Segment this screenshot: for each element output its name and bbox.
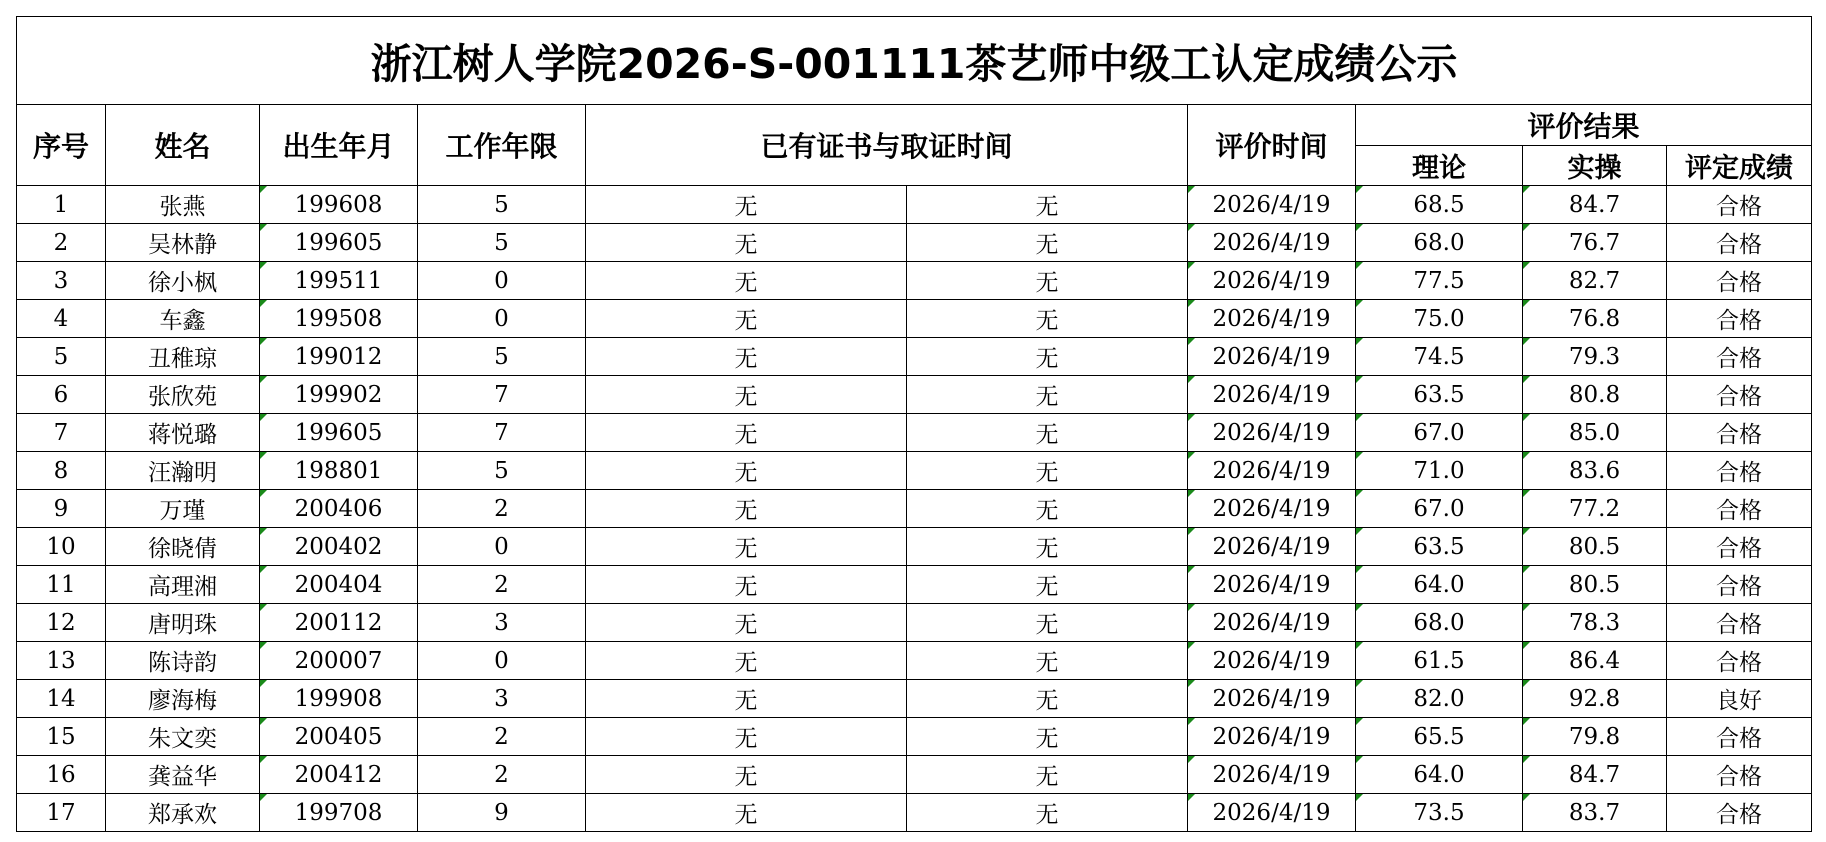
cell-seq: 9 bbox=[17, 490, 106, 528]
cell-name: 车鑫 bbox=[106, 300, 260, 338]
cell-grade: 合格 bbox=[1667, 338, 1812, 376]
cell-practice: 80.8 bbox=[1523, 376, 1667, 414]
cell-grade: 合格 bbox=[1667, 490, 1812, 528]
cell-theory: 64.0 bbox=[1356, 756, 1523, 794]
cell-name: 汪瀚明 bbox=[106, 452, 260, 490]
cell-certificate-time: 无 bbox=[907, 338, 1188, 376]
cell-certificate: 无 bbox=[586, 224, 907, 262]
cell-birth: 200404 bbox=[260, 566, 418, 604]
table-row bbox=[17, 224, 1812, 262]
header-work-years: 工作年限 bbox=[418, 105, 586, 186]
header-name: 姓名 bbox=[106, 105, 260, 186]
cell-birth: 199012 bbox=[260, 338, 418, 376]
cell-certificate: 无 bbox=[586, 566, 907, 604]
cell-birth: 199508 bbox=[260, 300, 418, 338]
cell-work-years: 7 bbox=[418, 414, 586, 452]
cell-theory: 75.0 bbox=[1356, 300, 1523, 338]
cell-certificate-time: 无 bbox=[907, 566, 1188, 604]
cell-eval-date: 2026/4/19 bbox=[1188, 376, 1356, 414]
cell-grade: 合格 bbox=[1667, 262, 1812, 300]
cell-name: 徐小枫 bbox=[106, 262, 260, 300]
cell-seq: 6 bbox=[17, 376, 106, 414]
cell-practice: 92.8 bbox=[1523, 680, 1667, 718]
cell-certificate: 无 bbox=[586, 642, 907, 680]
cell-theory: 67.0 bbox=[1356, 414, 1523, 452]
cell-name: 徐晓倩 bbox=[106, 528, 260, 566]
cell-eval-date: 2026/4/19 bbox=[1188, 300, 1356, 338]
cell-seq: 2 bbox=[17, 224, 106, 262]
results-table bbox=[16, 16, 1812, 832]
cell-practice: 76.8 bbox=[1523, 300, 1667, 338]
cell-certificate-time: 无 bbox=[907, 528, 1188, 566]
table-row bbox=[17, 756, 1812, 794]
cell-seq: 5 bbox=[17, 338, 106, 376]
cell-birth: 199605 bbox=[260, 224, 418, 262]
cell-name: 龚益华 bbox=[106, 756, 260, 794]
cell-work-years: 3 bbox=[418, 604, 586, 642]
cell-certificate-time: 无 bbox=[907, 262, 1188, 300]
cell-seq: 16 bbox=[17, 756, 106, 794]
cell-birth: 200412 bbox=[260, 756, 418, 794]
cell-theory: 68.5 bbox=[1356, 186, 1523, 224]
cell-theory: 74.5 bbox=[1356, 338, 1523, 376]
cell-birth: 199608 bbox=[260, 186, 418, 224]
cell-certificate: 无 bbox=[586, 414, 907, 452]
cell-birth: 200112 bbox=[260, 604, 418, 642]
cell-eval-date: 2026/4/19 bbox=[1188, 414, 1356, 452]
cell-grade: 合格 bbox=[1667, 224, 1812, 262]
cell-certificate: 无 bbox=[586, 262, 907, 300]
cell-work-years: 2 bbox=[418, 756, 586, 794]
cell-certificate: 无 bbox=[586, 490, 907, 528]
cell-work-years: 7 bbox=[418, 376, 586, 414]
cell-eval-date: 2026/4/19 bbox=[1188, 566, 1356, 604]
cell-grade: 合格 bbox=[1667, 414, 1812, 452]
cell-eval-date: 2026/4/19 bbox=[1188, 452, 1356, 490]
cell-practice: 85.0 bbox=[1523, 414, 1667, 452]
cell-certificate: 无 bbox=[586, 794, 907, 832]
cell-eval-date: 2026/4/19 bbox=[1188, 528, 1356, 566]
cell-work-years: 0 bbox=[418, 642, 586, 680]
cell-grade: 合格 bbox=[1667, 718, 1812, 756]
cell-practice: 84.7 bbox=[1523, 756, 1667, 794]
cell-practice: 80.5 bbox=[1523, 528, 1667, 566]
header-birth: 出生年月 bbox=[260, 105, 418, 186]
cell-eval-date: 2026/4/19 bbox=[1188, 338, 1356, 376]
cell-certificate-time: 无 bbox=[907, 414, 1188, 452]
cell-birth: 199605 bbox=[260, 414, 418, 452]
cell-name: 陈诗韵 bbox=[106, 642, 260, 680]
cell-practice: 82.7 bbox=[1523, 262, 1667, 300]
cell-certificate-time: 无 bbox=[907, 452, 1188, 490]
cell-theory: 82.0 bbox=[1356, 680, 1523, 718]
cell-birth: 200007 bbox=[260, 642, 418, 680]
cell-birth: 200402 bbox=[260, 528, 418, 566]
cell-seq: 17 bbox=[17, 794, 106, 832]
cell-birth: 200405 bbox=[260, 718, 418, 756]
cell-theory: 63.5 bbox=[1356, 528, 1523, 566]
cell-work-years: 2 bbox=[418, 490, 586, 528]
cell-grade: 合格 bbox=[1667, 528, 1812, 566]
cell-eval-date: 2026/4/19 bbox=[1188, 718, 1356, 756]
cell-name: 朱文奕 bbox=[106, 718, 260, 756]
table-row bbox=[17, 642, 1812, 680]
cell-birth: 199708 bbox=[260, 794, 418, 832]
cell-grade: 合格 bbox=[1667, 642, 1812, 680]
cell-practice: 77.2 bbox=[1523, 490, 1667, 528]
cell-certificate-time: 无 bbox=[907, 300, 1188, 338]
table-row bbox=[17, 338, 1812, 376]
table-row bbox=[17, 680, 1812, 718]
cell-practice: 84.7 bbox=[1523, 186, 1667, 224]
cell-work-years: 5 bbox=[418, 186, 586, 224]
cell-practice: 79.8 bbox=[1523, 718, 1667, 756]
cell-work-years: 5 bbox=[418, 452, 586, 490]
cell-eval-date: 2026/4/19 bbox=[1188, 756, 1356, 794]
cell-seq: 11 bbox=[17, 566, 106, 604]
cell-work-years: 0 bbox=[418, 528, 586, 566]
header-certificate: 已有证书与取证时间 bbox=[586, 105, 1188, 186]
cell-practice: 83.7 bbox=[1523, 794, 1667, 832]
cell-eval-date: 2026/4/19 bbox=[1188, 186, 1356, 224]
cell-certificate: 无 bbox=[586, 338, 907, 376]
cell-certificate-time: 无 bbox=[907, 718, 1188, 756]
cell-theory: 61.5 bbox=[1356, 642, 1523, 680]
cell-eval-date: 2026/4/19 bbox=[1188, 642, 1356, 680]
cell-practice: 83.6 bbox=[1523, 452, 1667, 490]
cell-theory: 65.5 bbox=[1356, 718, 1523, 756]
cell-practice: 80.5 bbox=[1523, 566, 1667, 604]
header-seq: 序号 bbox=[17, 105, 106, 186]
cell-name: 唐明珠 bbox=[106, 604, 260, 642]
cell-name: 高理湘 bbox=[106, 566, 260, 604]
cell-work-years: 2 bbox=[418, 566, 586, 604]
cell-certificate-time: 无 bbox=[907, 756, 1188, 794]
cell-certificate: 无 bbox=[586, 680, 907, 718]
cell-certificate-time: 无 bbox=[907, 490, 1188, 528]
cell-seq: 13 bbox=[17, 642, 106, 680]
cell-seq: 14 bbox=[17, 680, 106, 718]
cell-eval-date: 2026/4/19 bbox=[1188, 794, 1356, 832]
cell-certificate: 无 bbox=[586, 718, 907, 756]
cell-certificate-time: 无 bbox=[907, 376, 1188, 414]
cell-theory: 67.0 bbox=[1356, 490, 1523, 528]
cell-work-years: 0 bbox=[418, 300, 586, 338]
cell-grade: 合格 bbox=[1667, 300, 1812, 338]
cell-theory: 68.0 bbox=[1356, 224, 1523, 262]
cell-work-years: 5 bbox=[418, 224, 586, 262]
table-row bbox=[17, 186, 1812, 224]
page-title: 浙江树人学院2026-S-001111茶艺师中级工认定成绩公示 bbox=[17, 17, 1812, 105]
cell-birth: 199908 bbox=[260, 680, 418, 718]
cell-theory: 77.5 bbox=[1356, 262, 1523, 300]
cell-work-years: 9 bbox=[418, 794, 586, 832]
cell-practice: 76.7 bbox=[1523, 224, 1667, 262]
cell-certificate-time: 无 bbox=[907, 794, 1188, 832]
cell-grade: 合格 bbox=[1667, 376, 1812, 414]
cell-grade: 良好 bbox=[1667, 680, 1812, 718]
cell-work-years: 0 bbox=[418, 262, 586, 300]
header-eval-time: 评价时间 bbox=[1188, 105, 1356, 186]
cell-grade: 合格 bbox=[1667, 186, 1812, 224]
cell-work-years: 3 bbox=[418, 680, 586, 718]
cell-birth: 199902 bbox=[260, 376, 418, 414]
table-row bbox=[17, 794, 1812, 832]
header-practice: 实操 bbox=[1523, 146, 1667, 186]
cell-name: 吴林静 bbox=[106, 224, 260, 262]
cell-seq: 8 bbox=[17, 452, 106, 490]
table-row bbox=[17, 490, 1812, 528]
cell-certificate: 无 bbox=[586, 376, 907, 414]
cell-seq: 3 bbox=[17, 262, 106, 300]
cell-name: 张燕 bbox=[106, 186, 260, 224]
header-theory: 理论 bbox=[1356, 146, 1523, 186]
cell-name: 郑承欢 bbox=[106, 794, 260, 832]
cell-eval-date: 2026/4/19 bbox=[1188, 224, 1356, 262]
cell-seq: 7 bbox=[17, 414, 106, 452]
cell-grade: 合格 bbox=[1667, 566, 1812, 604]
cell-certificate: 无 bbox=[586, 756, 907, 794]
table-row bbox=[17, 566, 1812, 604]
cell-seq: 1 bbox=[17, 186, 106, 224]
cell-work-years: 2 bbox=[418, 718, 586, 756]
cell-grade: 合格 bbox=[1667, 794, 1812, 832]
table-row bbox=[17, 414, 1812, 452]
table-row bbox=[17, 718, 1812, 756]
cell-practice: 86.4 bbox=[1523, 642, 1667, 680]
cell-theory: 68.0 bbox=[1356, 604, 1523, 642]
header-grade: 评定成绩 bbox=[1667, 146, 1812, 186]
cell-seq: 10 bbox=[17, 528, 106, 566]
table-row bbox=[17, 452, 1812, 490]
cell-certificate-time: 无 bbox=[907, 604, 1188, 642]
cell-name: 廖海梅 bbox=[106, 680, 260, 718]
cell-theory: 71.0 bbox=[1356, 452, 1523, 490]
cell-theory: 64.0 bbox=[1356, 566, 1523, 604]
cell-certificate-time: 无 bbox=[907, 680, 1188, 718]
cell-certificate-time: 无 bbox=[907, 642, 1188, 680]
cell-certificate-time: 无 bbox=[907, 186, 1188, 224]
cell-certificate: 无 bbox=[586, 186, 907, 224]
header-eval-result: 评价结果 bbox=[1356, 105, 1812, 146]
cell-eval-date: 2026/4/19 bbox=[1188, 680, 1356, 718]
cell-work-years: 5 bbox=[418, 338, 586, 376]
cell-name: 万瑾 bbox=[106, 490, 260, 528]
cell-birth: 198801 bbox=[260, 452, 418, 490]
table-row bbox=[17, 604, 1812, 642]
cell-name: 丑稚琼 bbox=[106, 338, 260, 376]
cell-certificate: 无 bbox=[586, 300, 907, 338]
cell-seq: 4 bbox=[17, 300, 106, 338]
cell-practice: 79.3 bbox=[1523, 338, 1667, 376]
cell-name: 张欣苑 bbox=[106, 376, 260, 414]
cell-certificate: 无 bbox=[586, 452, 907, 490]
cell-grade: 合格 bbox=[1667, 756, 1812, 794]
cell-birth: 199511 bbox=[260, 262, 418, 300]
cell-birth: 200406 bbox=[260, 490, 418, 528]
table-row bbox=[17, 262, 1812, 300]
cell-certificate-time: 无 bbox=[907, 224, 1188, 262]
cell-seq: 15 bbox=[17, 718, 106, 756]
cell-theory: 63.5 bbox=[1356, 376, 1523, 414]
cell-grade: 合格 bbox=[1667, 604, 1812, 642]
cell-eval-date: 2026/4/19 bbox=[1188, 490, 1356, 528]
cell-seq: 12 bbox=[17, 604, 106, 642]
cell-practice: 78.3 bbox=[1523, 604, 1667, 642]
cell-certificate: 无 bbox=[586, 604, 907, 642]
cell-name: 蒋悦璐 bbox=[106, 414, 260, 452]
cell-grade: 合格 bbox=[1667, 452, 1812, 490]
table-row bbox=[17, 376, 1812, 414]
cell-certificate: 无 bbox=[586, 528, 907, 566]
cell-eval-date: 2026/4/19 bbox=[1188, 604, 1356, 642]
cell-theory: 73.5 bbox=[1356, 794, 1523, 832]
cell-eval-date: 2026/4/19 bbox=[1188, 262, 1356, 300]
table-row bbox=[17, 528, 1812, 566]
table-row bbox=[17, 300, 1812, 338]
